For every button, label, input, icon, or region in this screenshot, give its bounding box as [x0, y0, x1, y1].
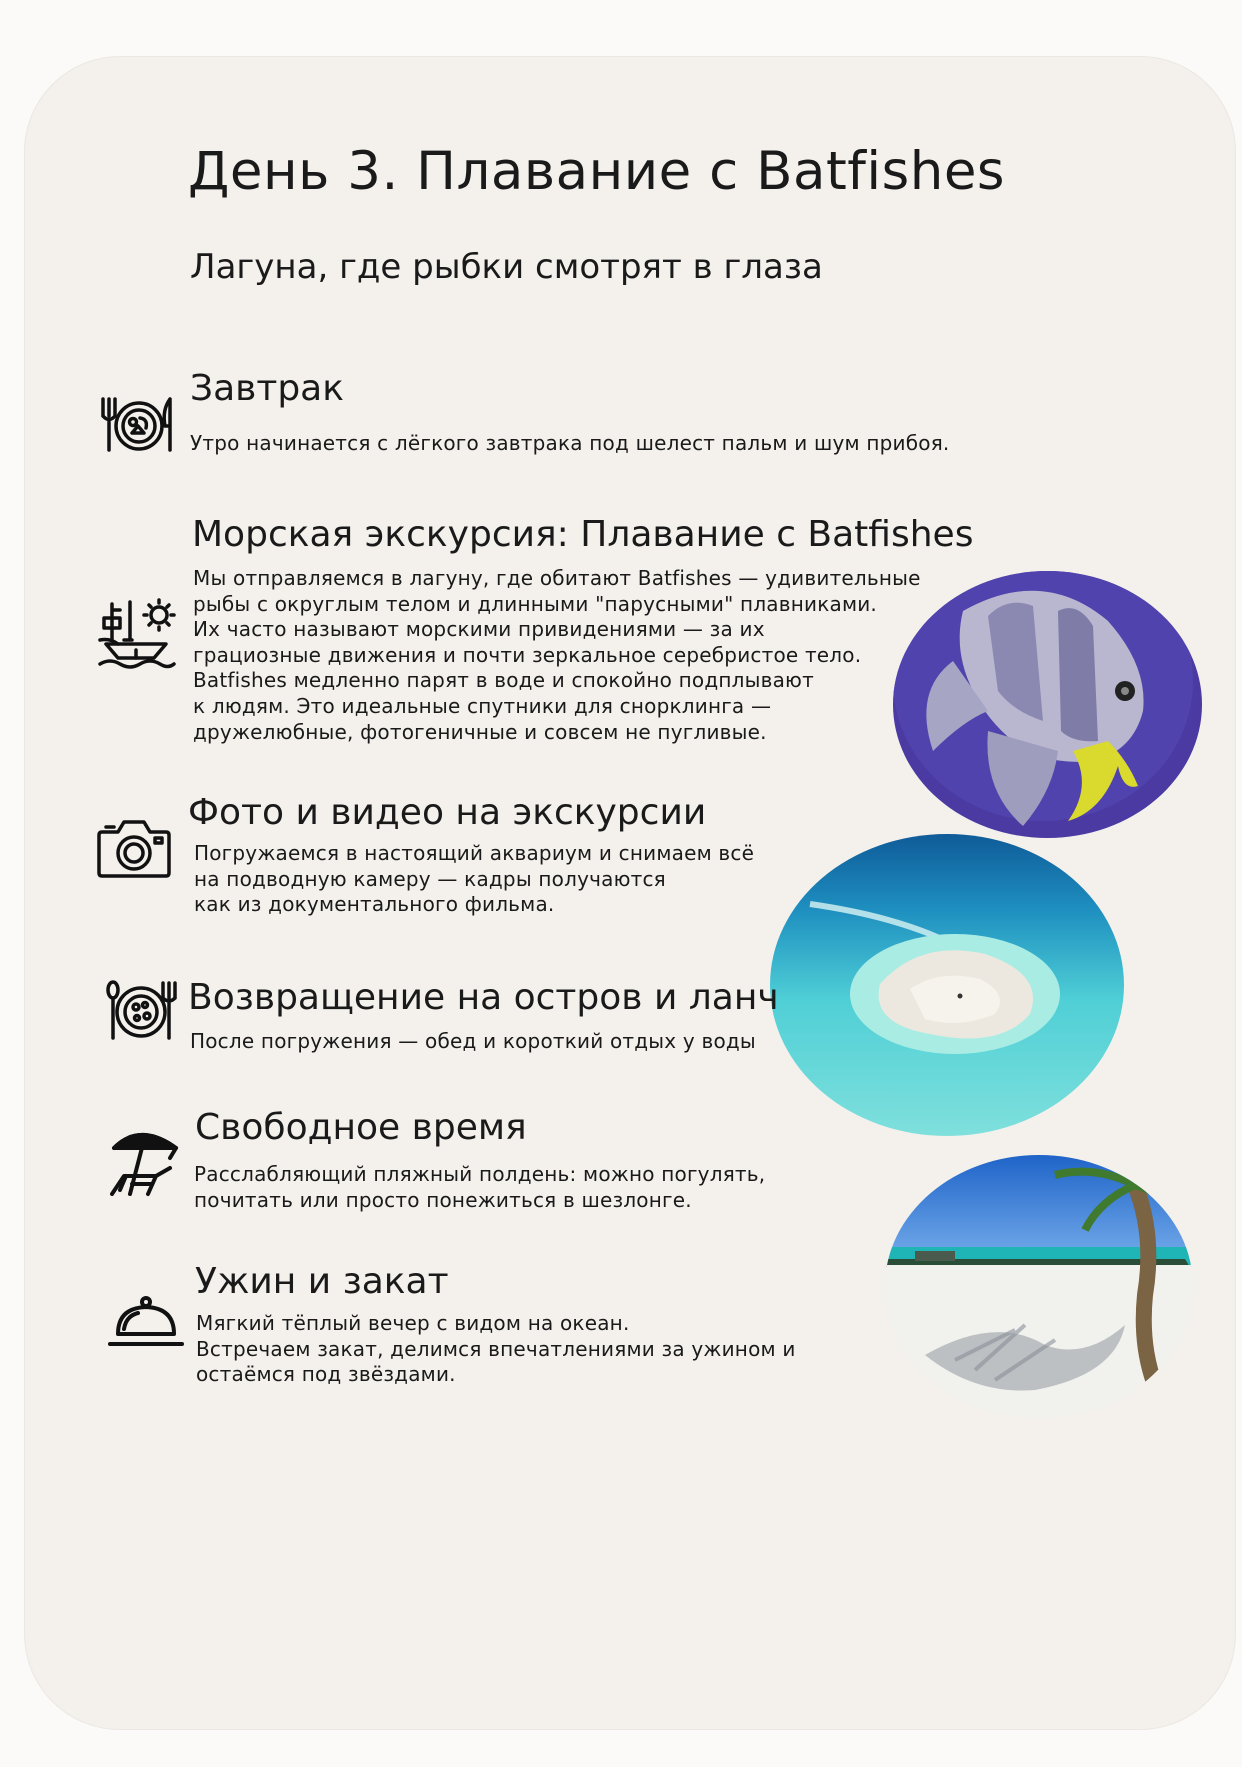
- breakfast-plate-icon: [100, 396, 178, 454]
- sandbank-lagoon-photo: [770, 834, 1124, 1136]
- lunch-plate-icon: [105, 980, 177, 1042]
- dinner-cloche-icon: [108, 1296, 184, 1352]
- section-text-photo-video: Погружаемся в настоящий аквариум и снимаем всё на подводную камеру — кадры получаются как из документального фильма.: [194, 841, 755, 917]
- camera-icon: [96, 818, 172, 880]
- section-title-photo-video: Фото и видео на экскурсии: [188, 792, 707, 833]
- beach-umbrella-icon: [110, 1128, 184, 1200]
- section-title-breakfast: Завтрак: [190, 368, 344, 409]
- section-text-lunch: После погружения — обед и короткий отдых у воды: [190, 1029, 756, 1053]
- section-text-free-time: Расслабляющий пляжный полдень: можно погулять, почитать или просто понежиться в шезлонге.: [194, 1162, 766, 1212]
- section-text-breakfast: Утро начинается с лёгкого завтрака под шелест пальм и шум прибоя.: [190, 431, 950, 455]
- boat-sun-icon: [98, 598, 178, 676]
- section-title-sea-excursion: Морская экскурсия: Плавание с Batfishes: [192, 514, 974, 555]
- page-subtitle: Лагуна, где рыбки смотрят в глаза: [190, 247, 823, 287]
- palm-beach-photo: [885, 1155, 1193, 1418]
- page-title: День 3. Плавание с Batfishes: [188, 141, 1006, 202]
- batfish-photo: [893, 571, 1202, 838]
- section-text-dinner: Мягкий тёплый вечер с видом на океан. Встречаем закат, делимся впечатлениями за ужином и остаёмся под звёздами.: [196, 1311, 796, 1387]
- section-title-dinner: Ужин и закат: [195, 1261, 449, 1302]
- section-text-sea-excursion: Мы отправляемся в лагуну, где обитают Batfishes — удивительные рыбы с округлым телом и длинными "парусными" плавниками. Их часто называют морскими привидениями — за их грациозные движения и почти зеркальное серебристое тело. Batfishes медленно парят в воде и спокойно подплывают к людям. Это идеальные спутники для снорклинга — дружелюбные, фотогеничные и совсем не пугливые.: [193, 566, 921, 744]
- section-title-free-time: Свободное время: [195, 1107, 527, 1148]
- section-title-lunch: Возвращение на остров и ланч: [188, 977, 779, 1018]
